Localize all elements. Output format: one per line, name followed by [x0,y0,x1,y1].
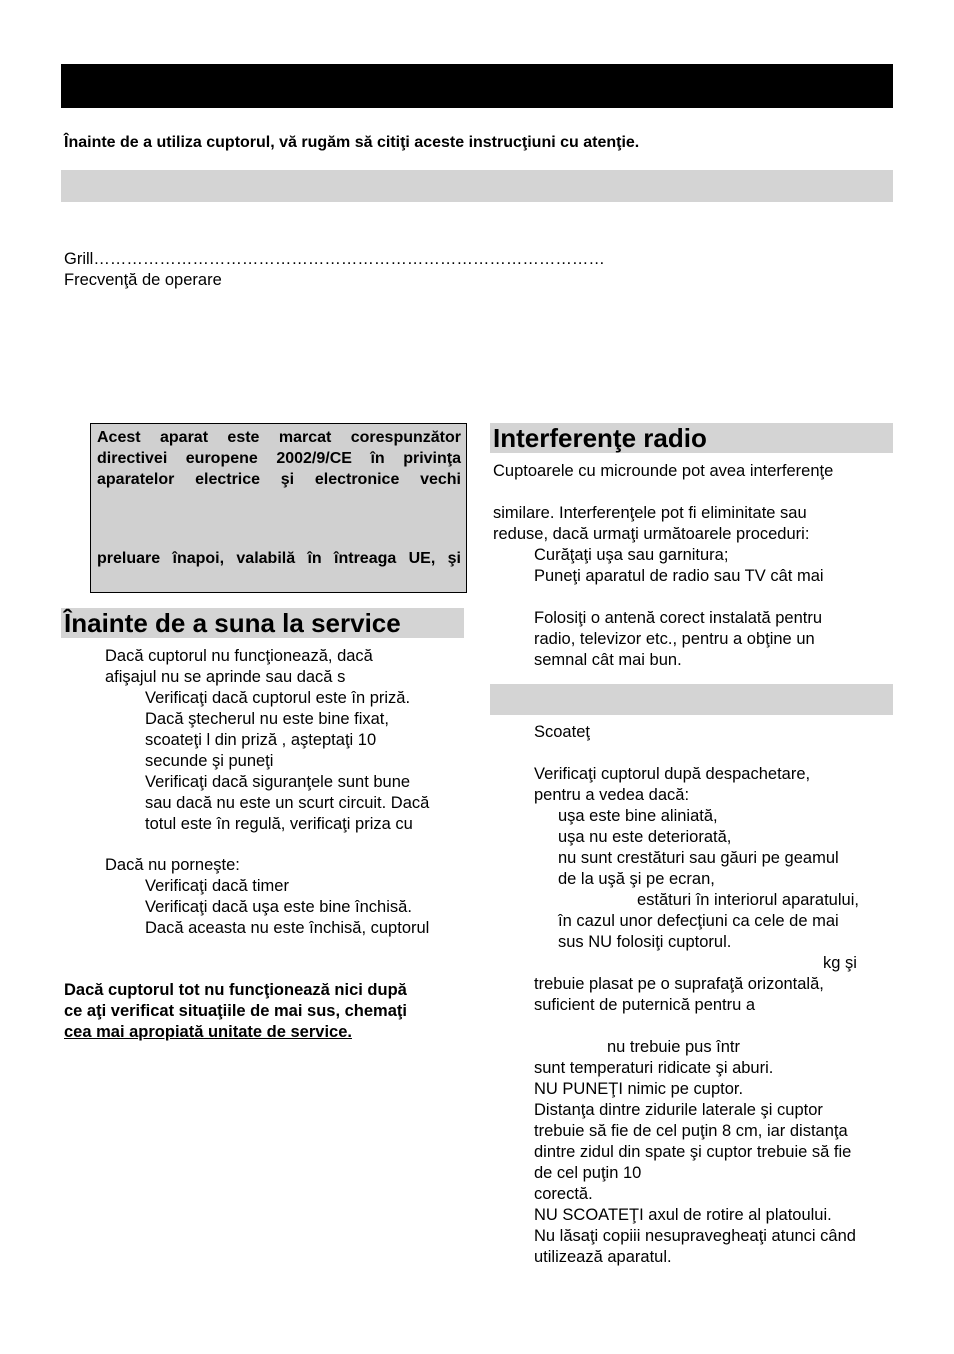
install-line: trebuie plasat pe o suprafaţă orizontală, [534,975,824,993]
radio-line: Folosiţi o antenă corect instalată pentru [534,609,823,627]
footer-line: Dacă cuptorul tot nu funcţionează nici după [64,981,407,999]
service-line: secunde şi puneţi [145,752,274,770]
install-line: uşa nu este deteriorată, [558,828,732,846]
radio-line: semnal cât mai bun. [534,651,682,669]
service-line: Verificaţi dacă uşa este bine închisă. [145,898,412,916]
install-line: sunt temperaturi ridicate şi aburi. [534,1059,774,1077]
install-line: pentru a vedea dacă: [534,786,690,804]
install-line: Distanţa dintre zidurile laterale şi cuptor [534,1101,823,1119]
service-line: Dacă cuptorul nu funcţionează, dacă [105,647,373,665]
install-line: de cel puţin 10 [534,1164,642,1182]
section-band [61,170,893,202]
install-line: NU PUNEŢI nimic pe cuptor. [534,1080,744,1098]
install-line: Verificaţi cuptorul după despachetare, [534,765,811,783]
weee-line: directivei europene 2002/9/CE în privinţa [97,450,461,467]
service-heading: Înainte de a suna la service [61,608,464,638]
service-line: Dacă ştecherul nu este bine fixat, [145,710,389,728]
service-line: Dacă aceasta nu este închisă, cuptorul [145,919,430,937]
install-line: corectă. [534,1185,593,1203]
footer-line: ce aţi verificat situaţiile de mai sus, chemaţi [64,1002,407,1020]
service-line: Verificaţi dacă cuptorul este în priză. [145,689,411,707]
service-line: Verificaţi dacă siguranţele sunt bune [145,773,411,791]
weee-line: aparatelor electrice şi electronice vechi [97,471,461,488]
service-line: Verificaţi dacă timer [145,877,289,895]
service-line: sau dacă nu este un scurt circuit. Dacă [145,794,430,812]
radio-line: Cuptoarele cu microunde pot avea interferenţe [493,462,834,480]
service-footer-note [64,980,407,1043]
install-line: kg şi [823,954,857,972]
service-line: scoateţi l din priză , aşteptaţi 10 [145,731,377,749]
install-line: NU SCOATEŢI axul de rotire al platoului. [534,1206,832,1224]
radio-line: radio, televizor etc., pentru a obţine un [534,630,815,648]
install-line: trebuie să fie de cel puţin 8 cm, iar distanţa [534,1122,848,1140]
install-line: estături în interiorul aparatului, [637,891,859,909]
footer-line-underlined: cea mai apropiată unitate de service. [64,1023,352,1041]
title-bar [61,64,893,108]
install-line: uşa este bine aliniată, [558,807,718,825]
install-line: dintre zidul din spate şi cuptor trebuie să fie [534,1143,852,1161]
weee-notice-box [90,423,467,593]
radio-line: reduse, dacă urmaţi următoarele proceduri: [493,525,810,543]
service-line: afişajul nu se aprinde sau dacă s [105,668,346,686]
install-line: nu sunt crestături sau găuri pe geamul [558,849,839,867]
install-line: de la uşă şi pe ecran, [558,870,715,888]
radio-line: similare. Interferenţele pot fi eliminitate sau [493,504,807,522]
radio-heading: Interferenţe radio [490,423,893,453]
intro-text: Înainte de a utiliza cuptorul, vă rugăm să citiţi aceste instrucţiuni cu atenţie. [64,134,640,151]
radio-line: Curăţaţi uşa sau garnitura; [534,546,729,564]
radio-line: Puneţi aparatul de radio sau TV cât mai [534,567,824,585]
service-line: Dacă nu porneşte: [105,856,240,874]
install-line: în cazul unor defecţiuni ca cele de mai [558,912,839,930]
install-line: Nu lăsaţi copiii nesupravegheaţi atunci când [534,1227,856,1245]
spec-frequency: Frecvenţă de operare [64,271,222,289]
install-line: Scoateţ [534,723,590,741]
install-line: utilizează aparatul. [534,1248,672,1266]
weee-line: Acest aparat este marcat corespunzător [97,429,461,446]
weee-line: preluare înapoi, valabilă în întreaga UE, şi [97,550,461,567]
spec-grill: Grill………………………………………………………………………………… [64,250,605,268]
install-line: nu trebuie pus într [607,1038,740,1056]
service-line: totul este în regulă, verificaţi priza cu [145,815,413,833]
install-line: sus NU folosiţi cuptorul. [558,933,732,951]
section-band [490,684,893,715]
install-line: suficient de puternică pentru a [534,996,756,1014]
